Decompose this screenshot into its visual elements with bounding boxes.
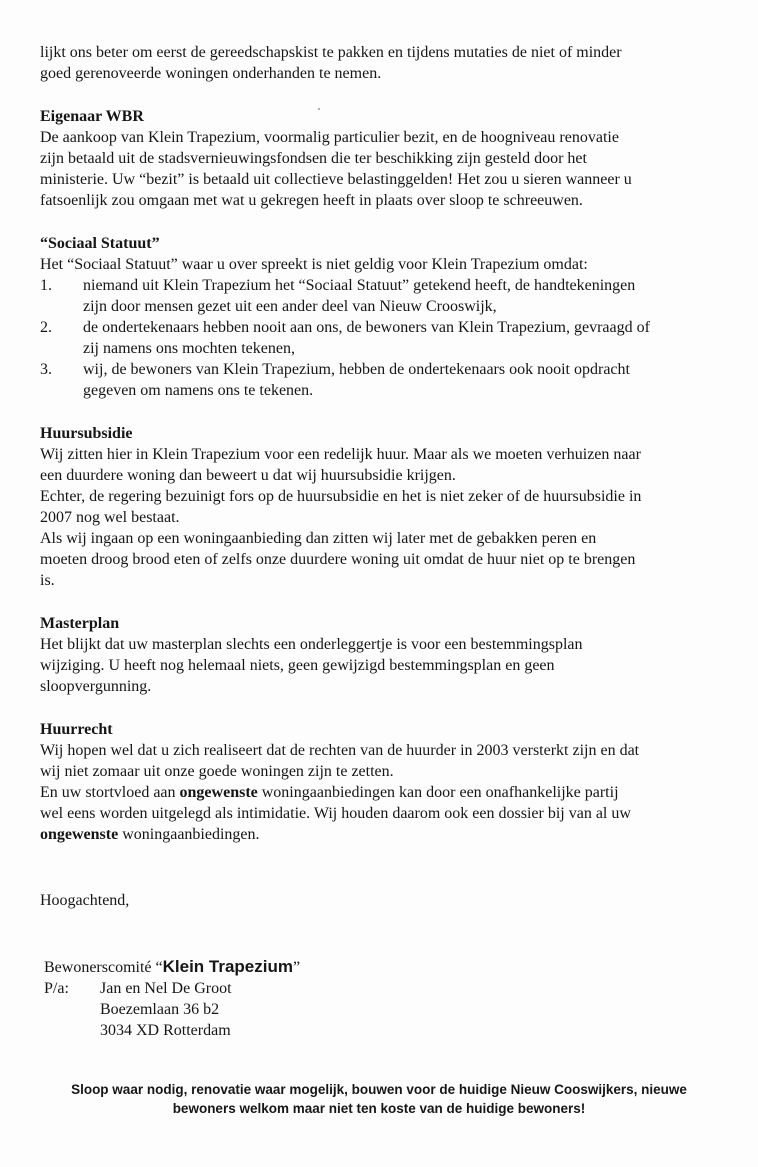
- section-heading: “Sociaal Statuut”: [40, 235, 160, 252]
- text-run: En uw stortvloed aan: [40, 784, 180, 801]
- paragraph-line: Het blijkt dat uw masterplan slechts een onderleggertje is voor een bestemmingsplan: [40, 636, 583, 653]
- letter-body: [40, 42, 730, 911]
- section-heading: Masterplan: [40, 615, 120, 632]
- paragraph-line: [40, 782, 730, 803]
- slogan-line: Sloop waar nodig, renovatie waar mogelijk, bouwen voor de huidige Nieuw Cooswijkers, nieuwe: [71, 1082, 687, 1097]
- section-huursubsidie: [40, 423, 730, 591]
- paragraph-line: Als wij ingaan op een woningaanbieding dan zitten wij later met de gebakken peren en: [40, 530, 597, 547]
- paragraph-line: De aankoop van Klein Trapezium, voormalig particulier bezit, en de hoogniveau renovatie: [40, 129, 619, 146]
- intro-line: goed gerenoveerde woningen onderhanden te nemen.: [40, 65, 382, 82]
- pa-label: P/a:: [44, 980, 69, 997]
- closing-salutation: Hoogachtend,: [40, 892, 130, 909]
- section-masterplan: [40, 613, 730, 697]
- list-text: de ondertekenaars hebben nooit aan ons, de bewoners van Klein Trapezium, gevraagd of: [83, 319, 650, 336]
- list-item: [40, 275, 730, 317]
- paragraph-line: is.: [40, 572, 55, 589]
- slogan-line: bewoners welkom maar niet ten koste van de huidige bewoners!: [172, 1101, 586, 1116]
- section-huurrecht: [40, 719, 730, 845]
- paragraph-line: Wij hopen wel dat u zich realiseert dat de rechten van de huurder in 2003 versterkt zijn en dat: [40, 742, 640, 759]
- list-number: 1.: [40, 277, 52, 294]
- list-text: zij namens ons mochten tekenen,: [83, 340, 295, 357]
- list-item: [40, 317, 730, 359]
- section-heading: Huurrecht: [40, 721, 113, 738]
- paragraph-line: zijn betaald uit de stadsvernieuwingsfondsen die ter beschikking zijn gesteld door het: [40, 150, 587, 167]
- section-eigenaar: [40, 106, 730, 211]
- contact-names: Jan en Nel De Groot: [100, 980, 232, 997]
- section-heading: Eigenaar WBR: [40, 108, 144, 125]
- list-text: zijn door mensen gezet uit een ander deel van Nieuw Crooswijk,: [83, 298, 497, 315]
- paragraph-line: wij niet zomaar uit onze goede woningen zijn te zetten.: [40, 763, 394, 780]
- list-text: gegeven om namens ons te tekenen.: [83, 382, 314, 399]
- list-text: wij, de bewoners van Klein Trapezium, hebben de ondertekenaars ook nooit opdracht: [83, 361, 630, 378]
- paragraph-line: [40, 824, 730, 845]
- footer-slogan: [30, 1080, 728, 1118]
- paragraph-line: fatsoenlijk zou omgaan met wat u gekregen heeft in plaats over sloop te schreeuwen.: [40, 192, 583, 209]
- text-run: woningaanbiedingen kan door een onafhankelijke partij: [257, 784, 619, 801]
- list-item: [40, 359, 730, 401]
- committee-name: Klein Trapezium: [162, 957, 293, 976]
- list-text: niemand uit Klein Trapezium het “Sociaal Statuut” getekend heeft, de handtekeningen: [83, 277, 636, 294]
- list-number: 3.: [40, 361, 52, 378]
- text-run: woningaanbiedingen.: [118, 826, 260, 843]
- intro-line: lijkt ons beter om eerst de gereedschapskist te pakken en tijdens mutaties de niet of minder: [40, 44, 622, 61]
- paragraph-line: ministerie. Uw “bezit” is betaald uit collectieve belastinggelden! Het zou u sieren wanneer u: [40, 171, 632, 188]
- list-number: 2.: [40, 319, 52, 336]
- paragraph-line: sloopvergunning.: [40, 678, 152, 695]
- committee-prefix: Bewonerscomité “: [44, 959, 163, 976]
- address-street: Boezemlaan 36 b2: [100, 1001, 220, 1018]
- paragraph-line: moeten droog brood eten of zelfs onze duurdere woning uit omdat de huur niet op te brengen: [40, 551, 636, 568]
- paragraph-line: Het “Sociaal Statuut” waar u over spreekt is niet geldig voor Klein Trapezium omdat:: [40, 256, 588, 273]
- signature-block: [44, 956, 300, 1041]
- paragraph-line: een duurdere woning dan beweert u dat wij huursubsidie krijgen.: [40, 467, 456, 484]
- paragraph-line: wel eens worden uitgelegd als intimidatie. Wij houden daarom ook een dossier bij van al uw: [40, 805, 631, 822]
- emphasis-word: ongewenste: [40, 826, 119, 843]
- committee-suffix: ”: [293, 959, 301, 976]
- paragraph-line: wijziging. U heeft nog helemaal niets, geen gewijzigd bestemmingsplan en geen: [40, 657, 555, 674]
- address-row: [44, 978, 300, 999]
- emphasis-word: ongewenste: [179, 784, 258, 801]
- section-sociaal-statuut: [40, 233, 730, 401]
- paragraph-line: Wij zitten hier in Klein Trapezium voor een redelijk huur. Maar als we moeten verhuizen naar: [40, 446, 641, 463]
- paragraph-line: Echter, de regering bezuinigt fors op de huursubsidie en het is niet zeker of de huursubsidie in: [40, 488, 642, 505]
- reasons-list: [40, 275, 730, 401]
- paragraph-line: 2007 nog wel bestaat.: [40, 509, 180, 526]
- address-city: 3034 XD Rotterdam: [100, 1022, 231, 1039]
- section-heading: Huursubsidie: [40, 425, 133, 442]
- committee-line: [44, 956, 300, 978]
